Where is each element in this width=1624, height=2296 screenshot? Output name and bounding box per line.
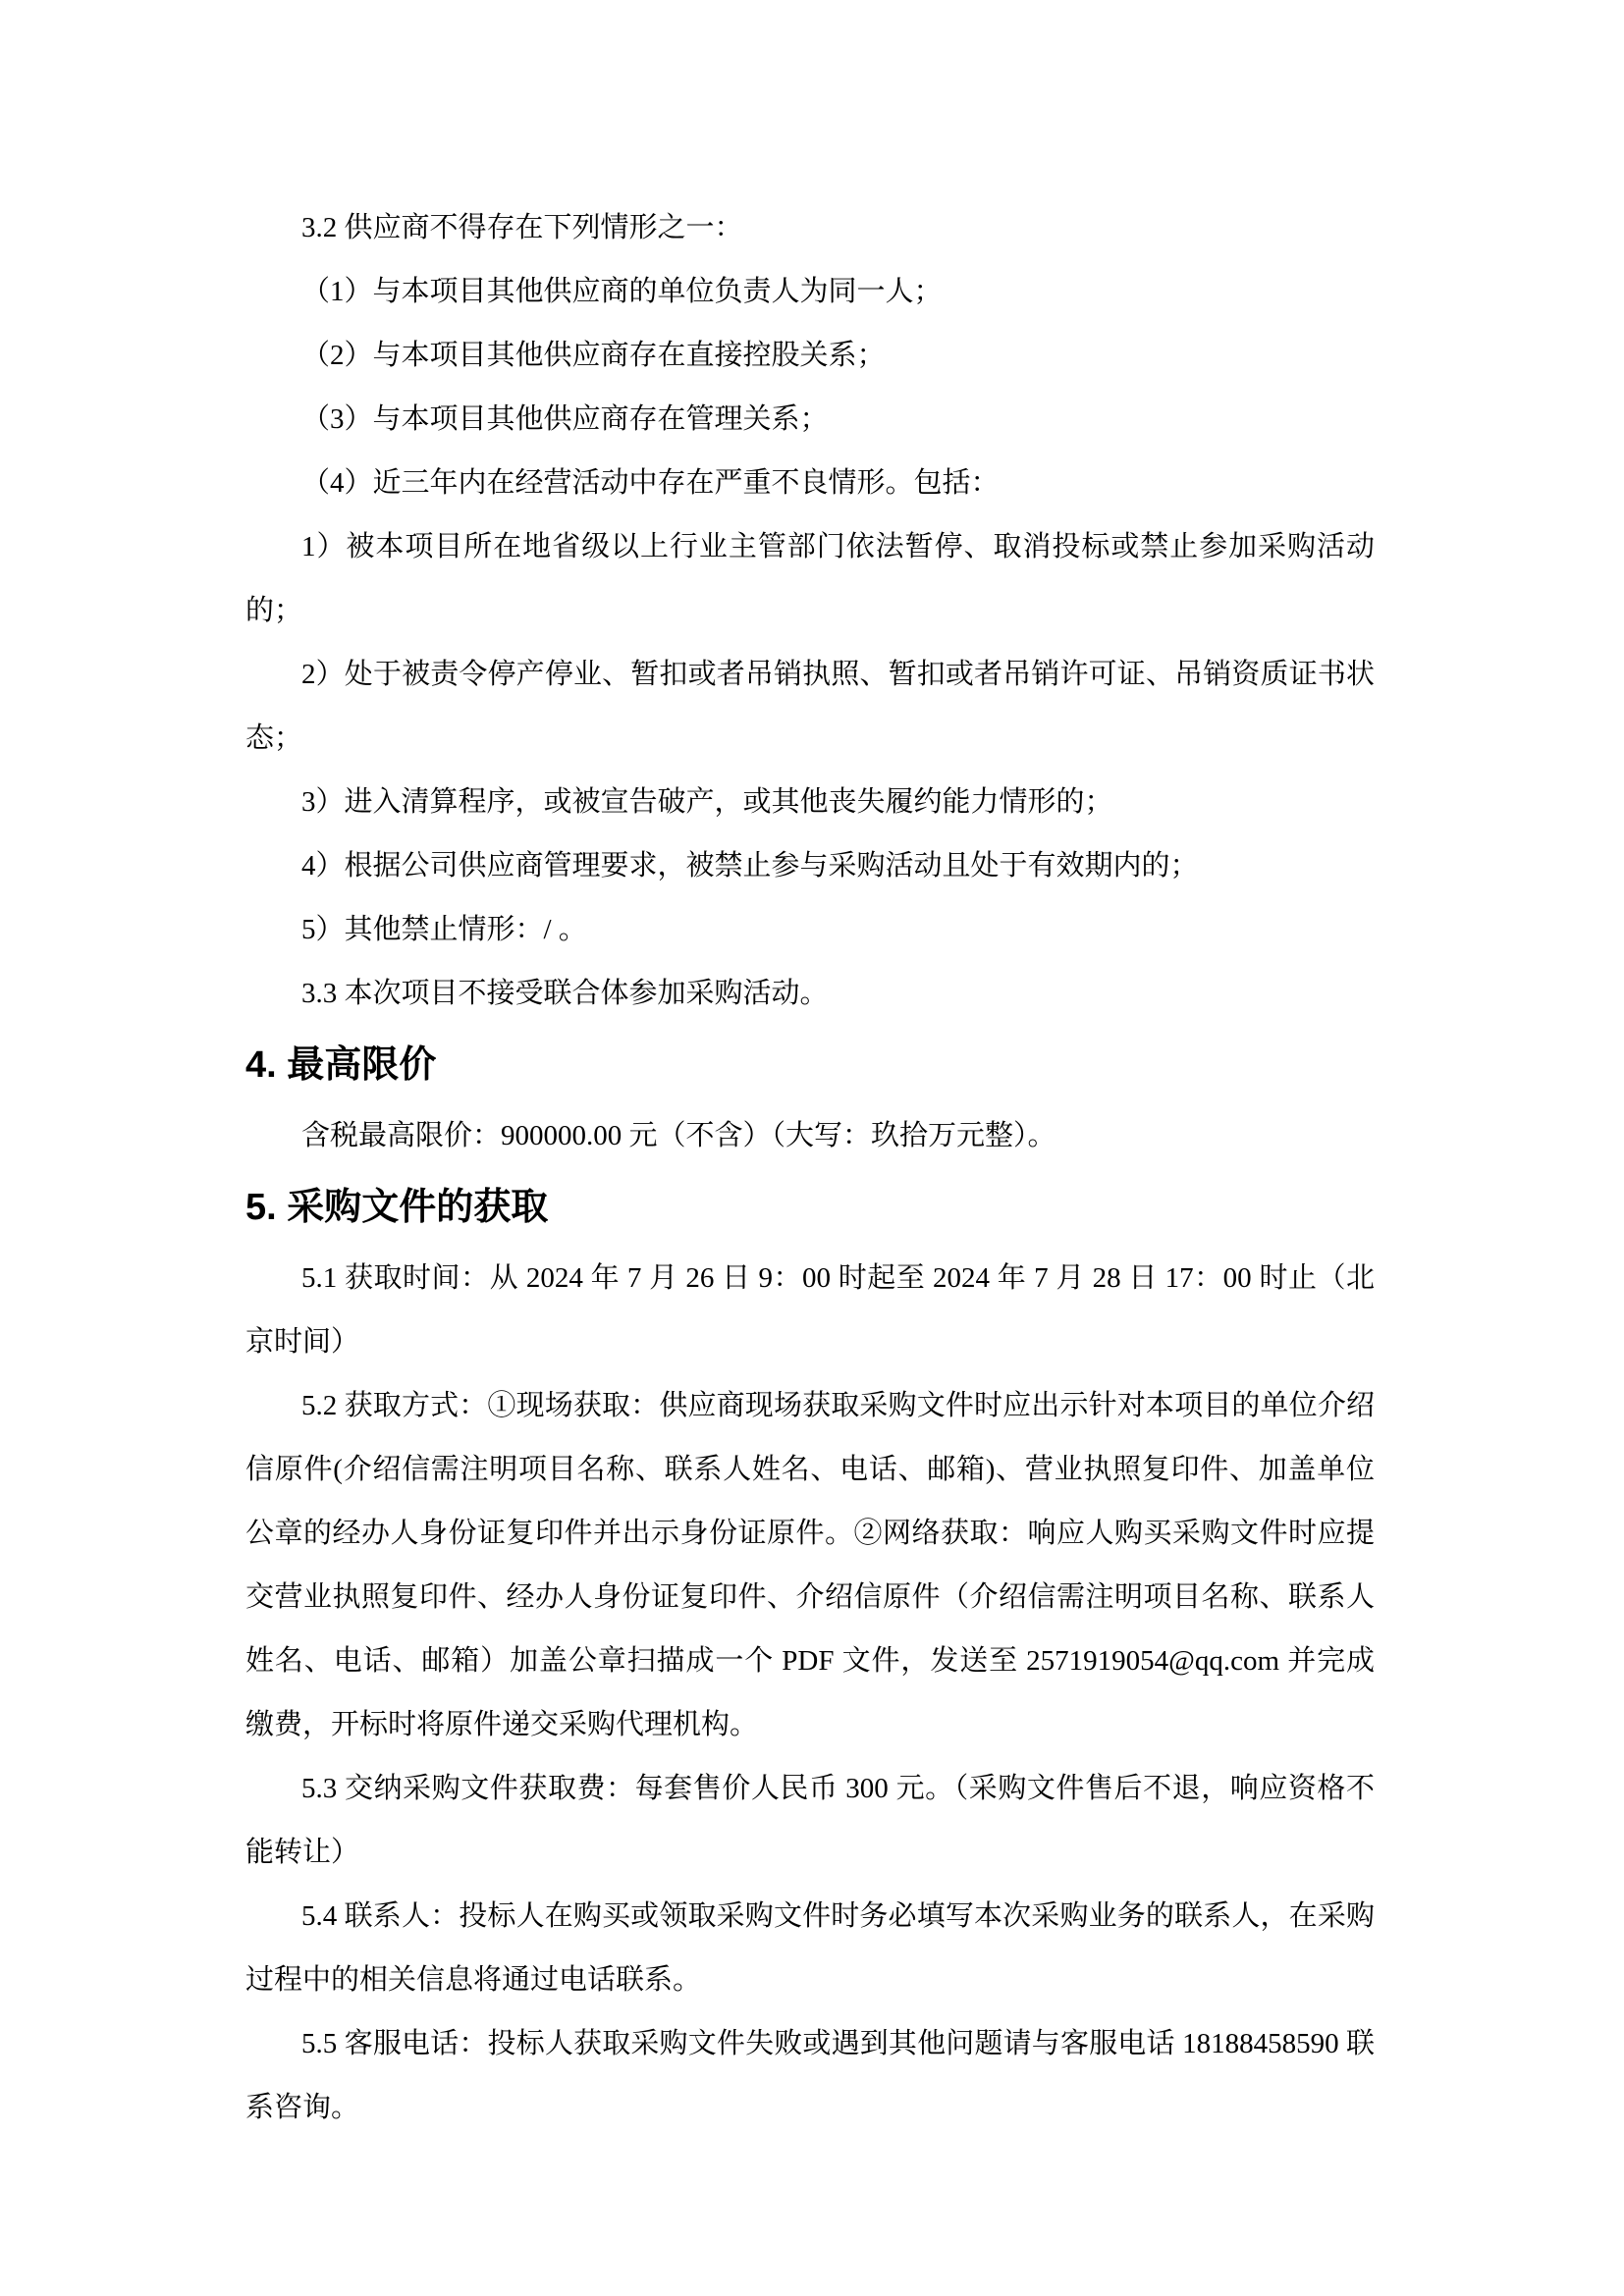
clause-price-limit: 含税最高限价：900000.00 元（不含）（大写：玖拾万元整）。 <box>301 1120 1056 1151</box>
clause-3-2-subitem-1: 1）被本项目所在地省级以上行业主管部门依法暂停、取消投标或禁止参加采购活动的； <box>245 531 1375 626</box>
clause-3-2-item-2: （2）与本项目其他供应商存在直接控股关系； <box>301 340 886 371</box>
clause-3-2-subitem-4: 4）根据公司供应商管理要求，被禁止参与采购活动且处于有效期内的； <box>301 850 1199 881</box>
clause-3-2-subitem-3: 3）进入清算程序，或被宣告破产，或其他丧失履约能力情形的； <box>301 786 1113 818</box>
clause-5-3: 5.3 交纳采购文件获取费：每套售价人民币 300 元。（采购文件售后不退，响应资格不能转让） <box>245 1773 1375 1868</box>
clause-5-4: 5.4 联系人：投标人在购买或领取采购文件时务必填写本次采购业务的联系人，在采购过程中的相关信息将通过电话联系。 <box>245 1900 1375 1996</box>
clause-5-2: 5.2 获取方式：①现场获取：供应商现场获取采购文件时应出示针对本项目的单位介绍信原件(介绍信需注明项目名称、联系人姓名、电话、邮箱)、营业执照复印件、加盖单位公章的经办人身份证复印件并出示身份证原件。②网络获取：响应人购买采购文件时应提交营业执照复印件、经办人身份证复印件、介绍信原件（介绍信需注明项目名称、联系人姓名、电话、邮箱）加盖公章扫描成一个 PDF 文件，发送至 2571919054@qq.com 并完成缴费，开标时将原件递交采购代理机构。 <box>245 1390 1375 1740</box>
clause-3-2-subitem-5: 5）其他禁止情形：/ 。 <box>301 914 587 945</box>
document-content <box>245 196 1375 2140</box>
section-heading-5: 5. 采购文件的获取 <box>245 1187 549 1228</box>
clause-3-2: 3.2 供应商不得存在下列情形之一： <box>301 212 743 243</box>
clause-3-2-item-4: （4）近三年内在经营活动中存在严重不良情形。包括： <box>301 467 1000 499</box>
clause-3-2-item-3: （3）与本项目其他供应商存在管理关系； <box>301 403 829 435</box>
clause-5-5: 5.5 客服电话：投标人获取采购文件失败或遇到其他问题请与客服电话 18188458590 联系咨询。 <box>245 2028 1375 2123</box>
clause-3-2-item-1: （1）与本项目其他供应商的单位负责人为同一人； <box>301 276 943 307</box>
clause-3-3: 3.3 本次项目不接受联合体参加采购活动。 <box>301 978 829 1009</box>
section-heading-4: 4. 最高限价 <box>245 1044 437 1086</box>
clause-5-1: 5.1 获取时间：从 2024 年 7 月 26 日 9：00 时起至 2024 年 7 月 28 日 17：00 时止（北京时间） <box>245 1262 1375 1358</box>
clause-3-2-subitem-2: 2）处于被责令停产停业、暂扣或者吊销执照、暂扣或者吊销许可证、吊销资质证书状态； <box>245 659 1375 754</box>
